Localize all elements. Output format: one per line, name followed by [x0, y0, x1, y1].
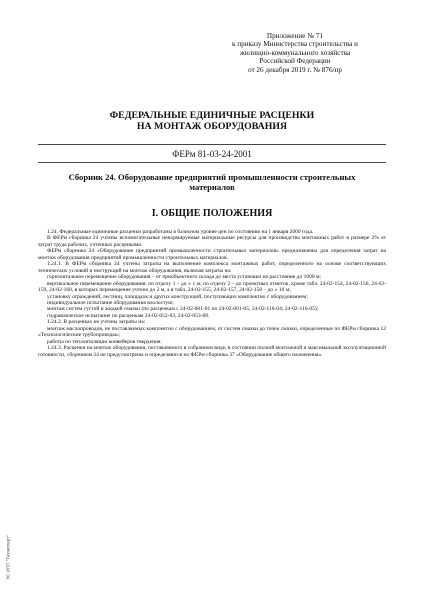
appendix-block: [200, 32, 390, 74]
body-paragraph: монтаж маслопроводов, не поставляемых комплектно с оборудованием, от систем смазки до точек смазки, определенные по ФЕРм сборника 12 «Технологические трубопроводы»;: [38, 325, 386, 339]
body-paragraph: установку ограждений, лестниц, площадок и других конструкций, поступающих комплектно с оборудованием;: [47, 293, 308, 300]
section-heading: I. ОБЩИЕ ПОЛОЖЕНИЯ: [151, 208, 273, 219]
body-paragraph: ФЕРм сборника 24 «Оборудование предприятий промышленности строительных материалов» предназначены для определения затрат на монтаж оборудования предприятий промышленности строительных материалов.: [38, 248, 386, 261]
body-text: [38, 229, 386, 358]
publisher-stamp: ЭС ИПП "Техэксперт": [5, 535, 11, 581]
collection-title-line-1: Сборник 24. Оборудование предприятий промышленности строительных: [68, 172, 356, 182]
body-paragraph: горизонтальное перемещение оборудования – от приобъектного склада до места установки на расстояние до 1000 м;: [47, 274, 321, 281]
body-paragraph: гидравлическое испытание по расценкам 24-02-052-03, 24-02-053-08.: [47, 312, 210, 319]
body-paragraph: 1.24.1. В ФЕРм сборника 24 учтены затраты на выполнение комплекса монтажных работ, определенного на основе соответствующих технических условий и инструкций на монтаж оборудования, включая затраты на:: [38, 261, 386, 274]
appendix-ministry: жилищно-коммунального хозяйства: [239, 48, 351, 57]
document-code: ФЕРм 81-03-24-2001: [172, 149, 252, 159]
divider-bottom: [38, 162, 386, 163]
collection-title-line-2: материалов: [189, 182, 235, 192]
appendix-country: Российской Федерации: [259, 57, 331, 66]
body-paragraph: работы по теплоизоляции конвейеров твердения.: [47, 338, 162, 345]
body-paragraph: 1.24. Федеральные единичные расценки разработаны в базисном уровне цен по состоянию на 1 января 2000 года.: [47, 229, 314, 235]
body-paragraph: 1.24.3. Расценки на монтаж оборудования, поставляемого в собранном виде, в состоянии полной монтажной и максимальной эксплуатационной готовности, сборником 24 не предусмотрены и определяются по ФЕРм сборника 37 «Оборудование общего назначения».: [38, 345, 386, 358]
document-title-line-2: НА МОНТАЖ ОБОРУДОВАНИЯ: [136, 121, 288, 132]
appendix-number: Приложение № 71: [266, 32, 324, 40]
document-title: [60, 110, 364, 132]
appendix-order: к приказу Министерства строительства и: [231, 40, 358, 49]
appendix-date: от 26 декабря 2019 г. № 876/пр: [248, 65, 342, 74]
collection-title: [50, 172, 374, 192]
body-paragraph: монтаж систем густой и жидкой смазки (по расценкам с 24-02-001-01 по 24-02-001-05; 24-02-116-04; 24-02-116-05);: [47, 306, 319, 313]
body-paragraph: индивидуальное испытание оборудования вхолостую;: [47, 299, 174, 306]
body-paragraph: 1.24.2. В расценках не учтены затраты на:: [47, 319, 146, 326]
document-title-line-1: ФЕДЕРАЛЬНЫЕ ЕДИНИЧНЫЕ РАСЦЕНКИ: [109, 110, 315, 121]
body-paragraph: В ФЕРм сборника 24 учтены вспомогательные ненормируемые материальные ресурсы для производства монтажных работ в размере 2% от затрат труда рабочих, учтенных расценками.: [38, 235, 386, 248]
divider-top: [38, 144, 386, 145]
body-paragraph: вертикальное перемещение оборудования: по отделу 1 – до ± 1 м; по отделу 2 – до проектных отметок, кроме табл. 24-02-154, 24-02-156, 24-02-159, 24-02-160, в которых перемещение учтено до 2 м, а в табл. 24-02-155, 24-02-157, 24-02-158 – до ± 10 м;: [38, 280, 386, 294]
